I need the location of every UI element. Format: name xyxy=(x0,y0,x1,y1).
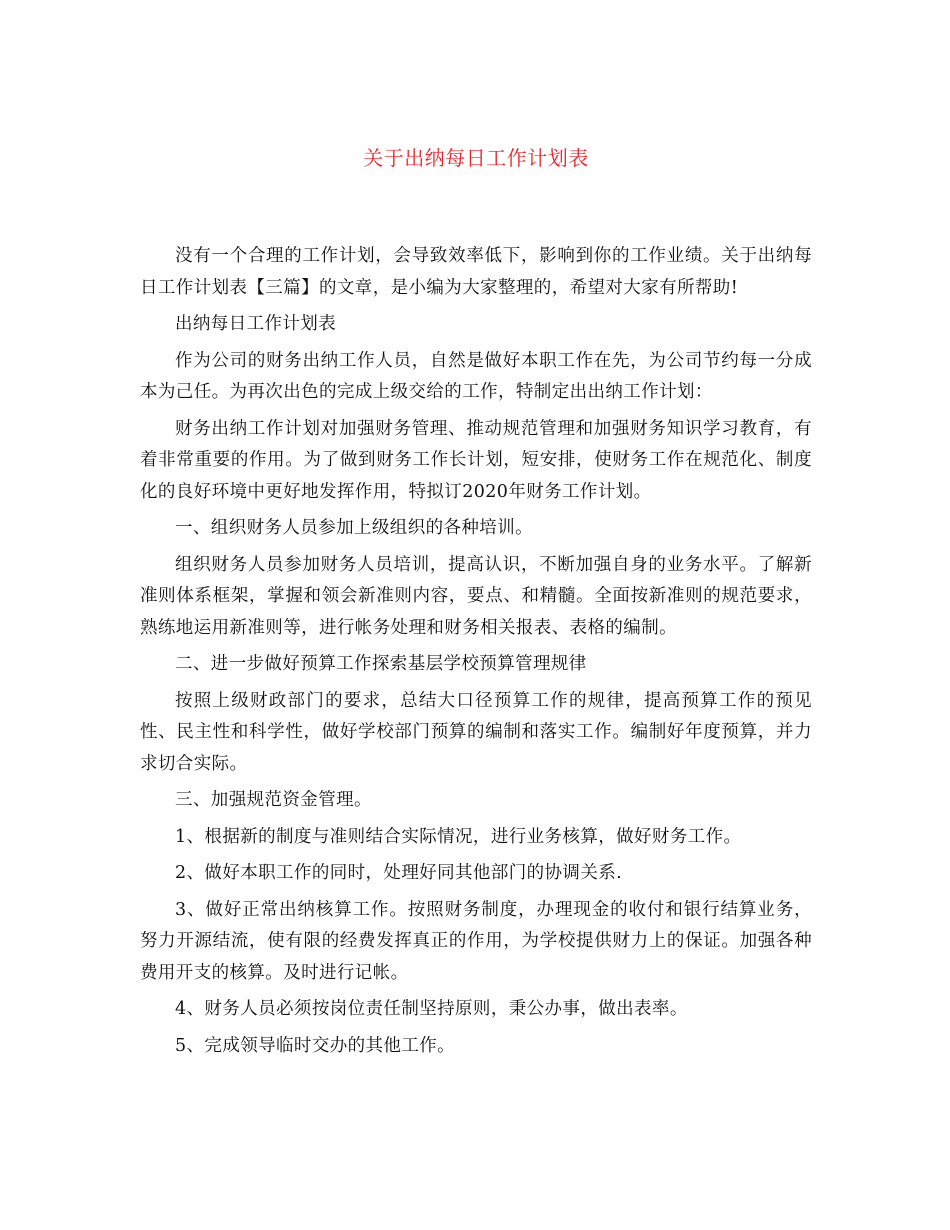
paragraph: 按照上级财政部门的要求，总结大口径预算工作的规律，提高预算工作的预见性、民主性和科学性，做好学校部门预算的编制和落实工作。编制好年度预算，并力求切合实际。 xyxy=(140,690,812,774)
paragraph: 组织财务人员参加财务人员培训，提高认识，不断加强自身的业务水平。了解新准则体系框架，掌握和领会新准则内容，要点、和精髓。全面按新准则的规范要求，熟练地运用新准则等，进行帐务处理和财务相关报表、表格的编制。 xyxy=(140,554,812,638)
list-item: 5、完成领导临时交办的其他工作。 xyxy=(175,1035,456,1056)
list-item: 3、做好正常出纳核算工作。按照财务制度，办理现金的收付和银行结算业务，努力开源结流，使有限的经费发挥真正的作用，为学校提供财力上的保证。加强各种费用开支的核算。及时进行记帐。 xyxy=(140,899,812,983)
paragraph-intro: 没有一个合理的工作计划，会导致效率低下，影响到你的工作业绩。关于出纳每日工作计划表【三篇】的文章，是小编为大家整理的，希望对大家有所帮助! xyxy=(140,246,812,298)
section-heading-3: 三、加强规范资金管理。 xyxy=(175,790,372,810)
document-title: 关于出纳每日工作计划表 xyxy=(363,146,589,170)
document-body xyxy=(140,241,812,1062)
paragraph: 财务出纳工作计划对加强财务管理、推动规范管理和加强财务知识学习教育，有着非常重要的作用。为了做到财务工作长计划，短安排，使财务工作在规范化、制度化的良好环境中更好地发挥作用，特拟订2020年财务工作计划。 xyxy=(140,418,812,502)
list-item: 4、财务人员必须按岗位责任制坚持原则，秉公办事，做出表率。 xyxy=(175,999,688,1019)
section-heading-1: 一、组织财务人员参加上级组织的各种培训。 xyxy=(175,518,533,538)
section-heading-2: 二、进一步做好预算工作探索基层学校预算管理规律 xyxy=(175,654,587,674)
list-item: 1、根据新的制度与准则结合实际情况，进行业务核算，做好财务工作。 xyxy=(175,826,742,847)
paragraph: 作为公司的财务出纳工作人员，自然是做好本职工作在先，为公司节约每一分成本为己任。为再次出色的完成上级交给的工作，特制定出出纳工作计划： xyxy=(140,350,812,402)
paragraph-subtitle: 出纳每日工作计划表 xyxy=(175,314,337,334)
list-item: 2、做好本职工作的同时，处理好同其他部门的协调关系. xyxy=(175,863,623,883)
